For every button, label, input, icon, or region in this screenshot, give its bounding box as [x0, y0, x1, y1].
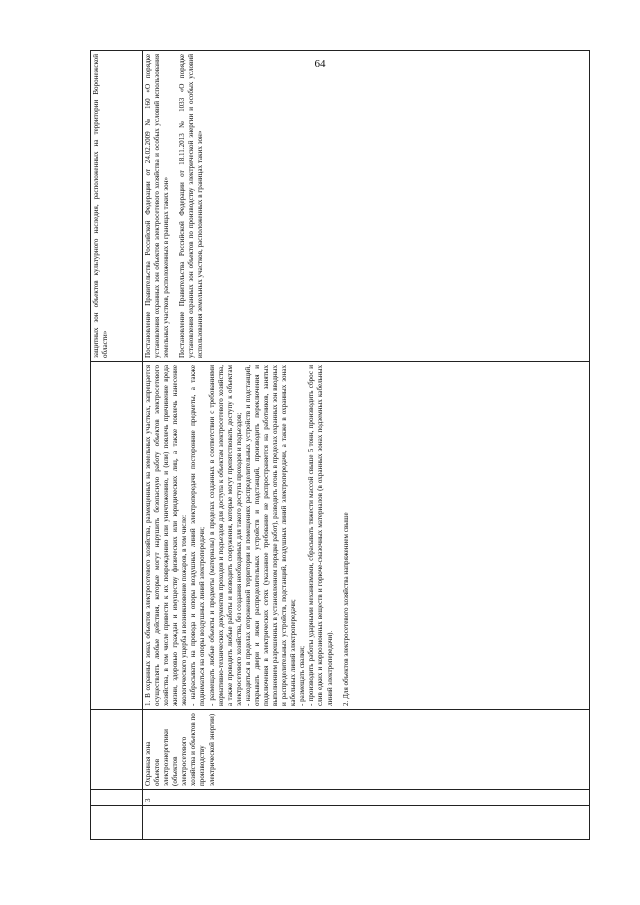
restriction-item: - находиться в пределах огороженной территории и помещениях распределительных устройств и подстанций, открывать двери и люки распределительных устройств и подстанций, производить переключения и подключения в электрических сетях (указанное требование не распространяется на работников, занятых выполнением разрешенных в установленном порядке работ), разводить огонь в пределах охранных зон вводных и распределительных устройств, подстанций, воздушных линий электропередачи, а также в охранных зонах кабельных линий электропередачи; — [243, 365, 298, 706]
cell-empty-left — [143, 806, 590, 840]
rotated-table-sheet — [90, 50, 590, 840]
restriction-item: - размещать любые объекты и предметы (материалы) в пределах созданных в соответствии с требованиями нормативно-технических документов проходов и подъездов для доступа к объектам электросетевого хозяйства, а также проводить любые работы и возводить сооружения, которые могут препятствовать доступу к объектам электросетевого хозяйства, без создания необходимых для такого доступа проходов и подъездов; — [207, 365, 243, 706]
legal-act: Постановление Правительства Российской Федерации от 18.11.2013 № 1033 «О порядке установления охранных зон объектов по производству электрической энергии и особых условий использования земельных участков, расположенных в границах таких зон» — [178, 54, 205, 358]
restrictions-cell — [143, 362, 590, 710]
cell-prev-act: защитных зон объектов культурного наследия, расположенных на территории Воронежской области» — [91, 51, 143, 362]
row-number: 3 — [143, 790, 590, 806]
zone-name: Охранная зона объектов электроэнергетики (объектов электросетевого хозяйства и объектов по производству электрической энергии) — [143, 710, 590, 790]
table-row-previous — [91, 51, 143, 840]
restriction-item: 1. В охранных зонах объектов электросетевого хозяйства, размещенных на земельных участках, запрещается осуществлять любые действия, которые могут нарушить безопасную работу объектов электросетевого хозяйства, в том числе привести к их повреждению или уничтожению, и (или) повлечь причинение вреда жизни, здоровью граждан и имуществу физических или юридических лиц, а также повлечь нанесение экологического ущерба и возникновение пожаров, в том числе: — [144, 365, 189, 706]
page-number: 64 — [314, 58, 326, 70]
zones-table — [90, 50, 590, 840]
restriction-item: - производить работы ударными механизмами, сбрасывать тяжести массой свыше 5 тонн, производить сброс и слив едких и коррозионных веществ и горюче-смазочных материалов (в охранных зонах подземных кабельных линий электропередачи). — [307, 365, 334, 706]
cell-empty — [91, 362, 143, 710]
cell-empty — [91, 710, 143, 790]
table-row — [143, 51, 590, 840]
restriction-item-2: 2. Для объектов электросетевого хозяйства напряжением свыше — [341, 512, 350, 706]
cell-empty — [91, 806, 143, 840]
legal-acts-cell — [143, 51, 590, 362]
restriction-item: - набрасывать на провода и опоры воздушных линий электропередачи посторонние предметы, а также подниматься на опоры воздушных линий электропередачи; — [189, 365, 207, 706]
restriction-item: - размещать свалки; — [298, 645, 307, 706]
legal-act: Постановление Правительства Российской Федерации от 24.02.2009 № 160 «О порядке установления охранных зон объектов электросетевого хозяйства и особых условий использования земельных участков, расположенных в границах таких зон» — [144, 54, 171, 358]
cell-empty — [91, 790, 143, 806]
